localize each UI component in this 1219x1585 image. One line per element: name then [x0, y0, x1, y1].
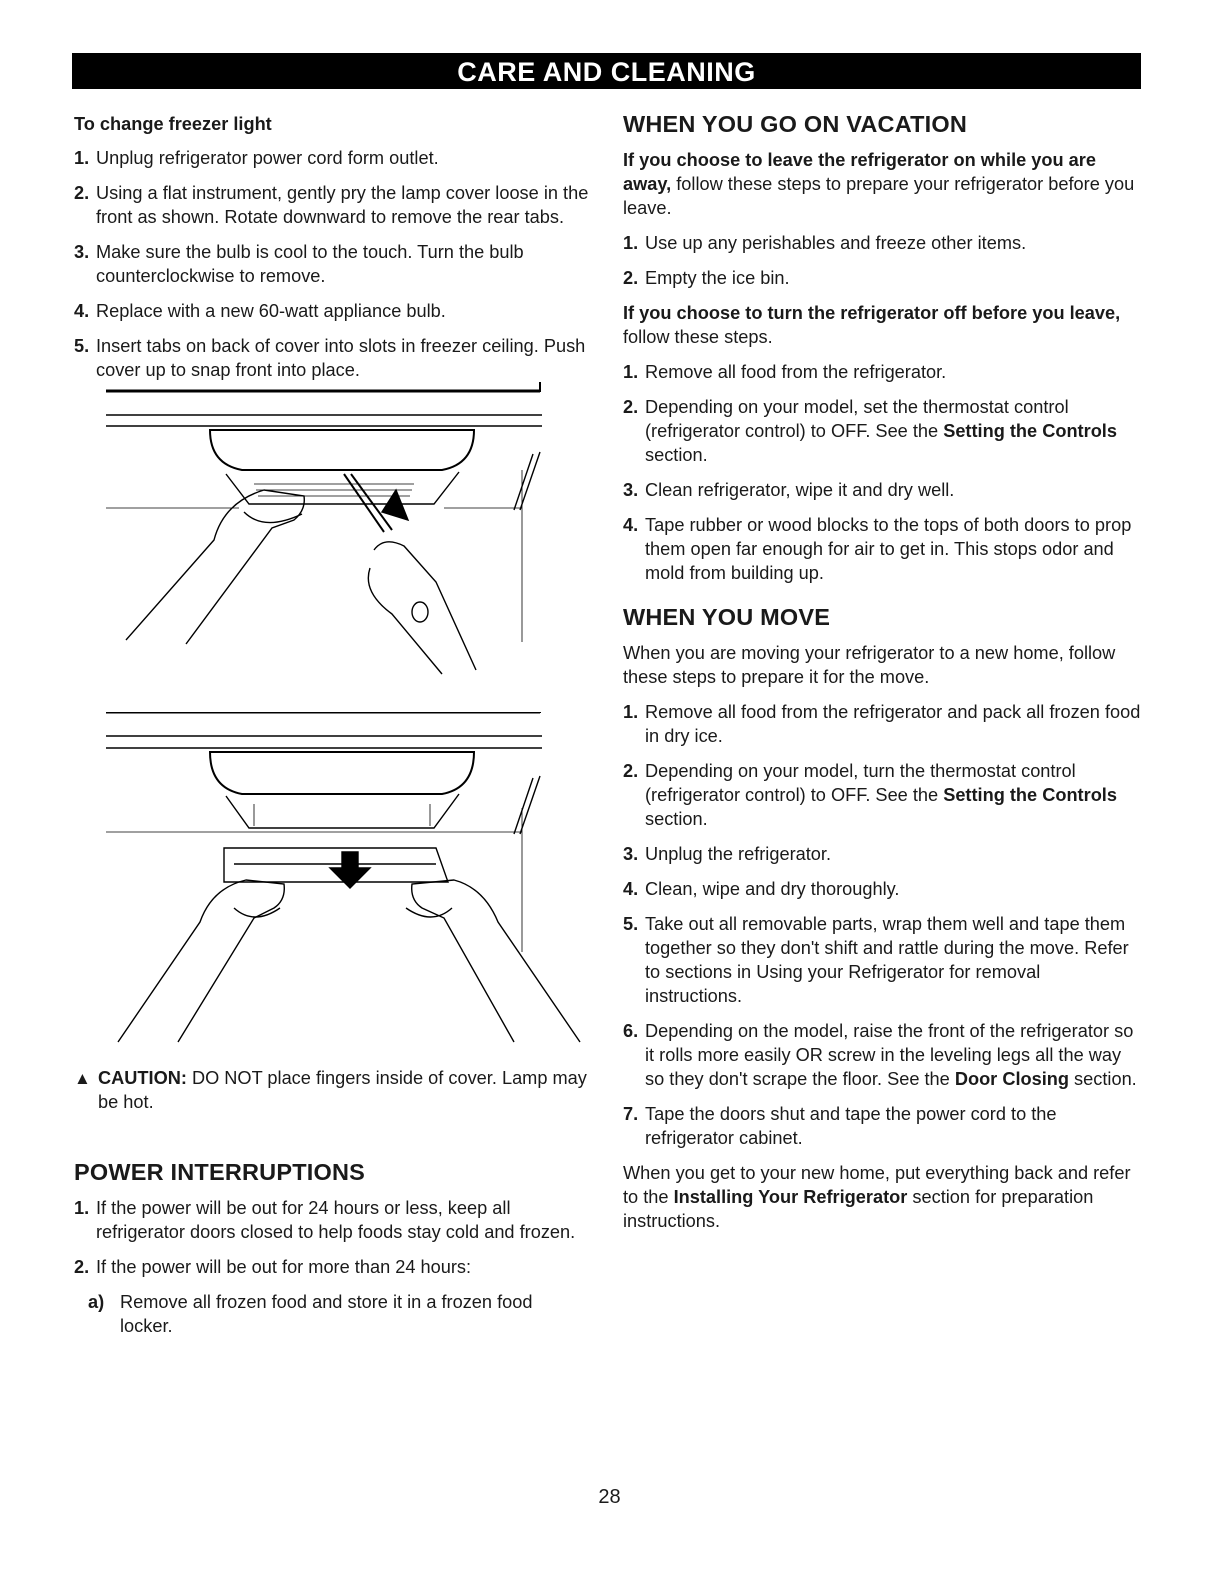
power-interruptions-heading: POWER INTERRUPTIONS [74, 1159, 366, 1185]
list-item: 3. Make sure the bulb is cool to the touch. Turn the bulb counterclockwise to remove. [74, 242, 524, 286]
lamp-cover-removal-illustration [74, 382, 589, 702]
vacation-heading: WHEN YOU GO ON VACATION [623, 111, 968, 137]
list-item: 4. Clean, wipe and dry thoroughly. [623, 879, 900, 899]
freezer-light-title: To change freezer light [74, 114, 272, 134]
list-item: 5. Insert tabs on back of cover into slots in freezer ceiling. Push cover up to snap front into place. [74, 336, 586, 380]
list-item: 4. Tape rubber or wood blocks to the tops of both doors to prop them open far enough for air to get in. This stops odor and mold from building up. [623, 515, 1132, 583]
list-item: 3. Clean refrigerator, wipe it and dry well. [623, 480, 955, 500]
vacation-off-steps [623, 360, 1141, 585]
list-item: 2. Empty the ice bin. [623, 268, 790, 288]
move-steps [623, 700, 1141, 1150]
list-item: 2. Using a flat instrument, gently pry the lamp cover loose in the front as shown. Rotate downward to remove the rear tabs. [74, 183, 589, 227]
move-intro: When you are moving your refrigerator to a new home, follow these steps to prepare it for the move. [623, 643, 1116, 687]
list-item: 1. Remove all food from the refrigerator and pack all frozen food in dry ice. [623, 702, 1141, 746]
lamp-cover-lower-illustration [74, 712, 589, 1060]
power-substeps [74, 1290, 589, 1338]
list-item: 5. Take out all removable parts, wrap them well and tape them together so they don't shift and rattle during the move. Refer to sections in Using your Refrigerator for removal instructions. [623, 914, 1129, 1006]
list-item: 1. Unplug refrigerator power cord form outlet. [74, 148, 439, 168]
freezer-light-steps [74, 146, 589, 382]
list-item: 2. Depending on your model, turn the thermostat control (refrigerator control) to OFF. See the Setting the Controls section. [623, 761, 1117, 829]
list-item: 1. If the power will be out for 24 hours or less, keep all refrigerator doors closed to help foods stay cold and frozen. [74, 1198, 576, 1242]
right-column [623, 112, 1141, 1244]
power-steps [74, 1196, 589, 1279]
vacation-intro-on: If you choose to leave the refrigerator on while you are away, follow these steps to prepare your refrigerator before you leave. [623, 150, 1135, 218]
left-column [74, 112, 589, 1349]
warning-icon: ▲ [74, 1069, 91, 1088]
vacation-intro-off: If you choose to turn the refrigerator off before you leave, follow these steps. [623, 303, 1121, 347]
list-item: 7. Tape the doors shut and tape the power cord to the refrigerator cabinet. [623, 1104, 1057, 1148]
move-heading: WHEN YOU MOVE [623, 604, 831, 630]
list-item: 1. Remove all food from the refrigerator. [623, 362, 947, 382]
list-item: 2. Depending on your model, set the thermostat control (refrigerator control) to OFF. See the Setting the Controls section. [623, 397, 1117, 465]
page-number: 28 [598, 1486, 621, 1508]
move-outro: When you get to your new home, put everything back and refer to the Installing Your Refrigerator section for preparation instructions. [623, 1163, 1131, 1231]
caution-note: ▲ CAUTION: DO NOT place fingers inside of cover. Lamp may be hot. [74, 1068, 587, 1112]
section-banner: CARE AND CLEANING [72, 53, 1141, 89]
vacation-on-steps [623, 231, 1141, 290]
list-item: 3. Unplug the refrigerator. [623, 844, 832, 864]
list-item: 1. Use up any perishables and freeze other items. [623, 233, 1027, 253]
list-item: 6. Depending on the model, raise the front of the refrigerator so it rolls more easily OR screw in the leveling legs all the way so they don't scrape the floor. See the Door Closing section. [623, 1021, 1137, 1089]
list-item: a) Remove all frozen food and store it in a frozen food locker. [88, 1292, 533, 1336]
list-item: 2. If the power will be out for more than 24 hours: [74, 1257, 472, 1277]
list-item: 4. Replace with a new 60-watt appliance bulb. [74, 301, 446, 321]
